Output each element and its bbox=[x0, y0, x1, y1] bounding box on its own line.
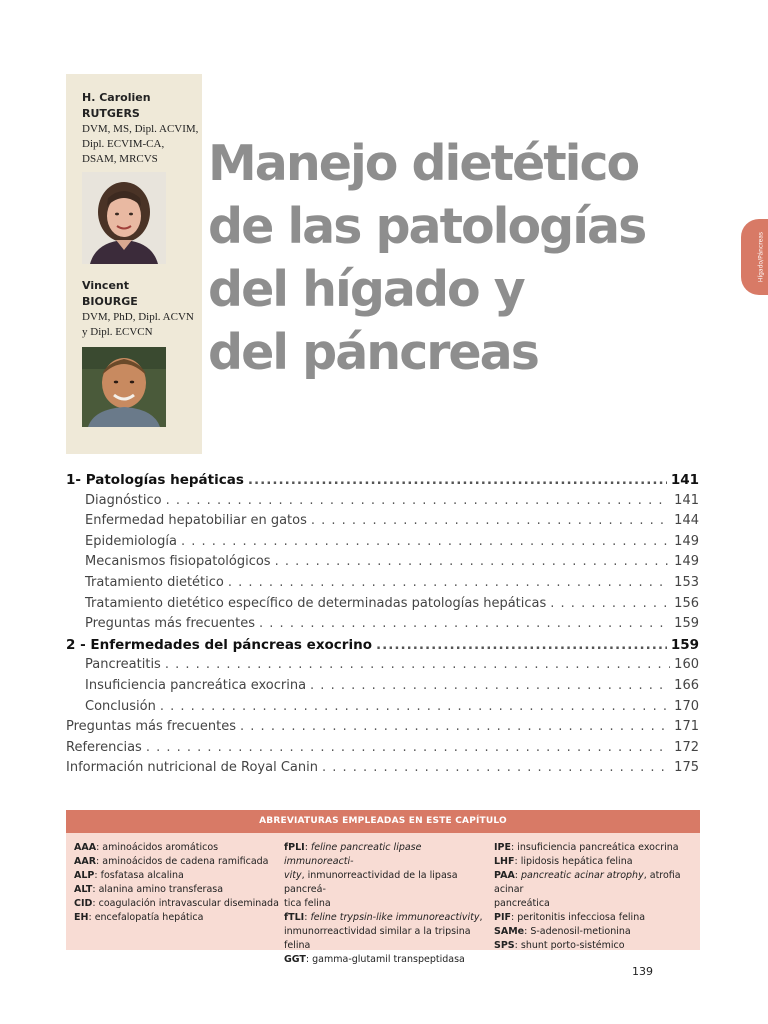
toc-entry[interactable] bbox=[66, 554, 699, 575]
abbreviation-term: ALT bbox=[74, 884, 93, 895]
toc-entry[interactable] bbox=[66, 740, 699, 761]
toc-page: 141 bbox=[670, 472, 699, 488]
toc-leader bbox=[376, 637, 667, 653]
abbreviation-item: PAA: pancreatic acinar atrophy, atrofia acinar bbox=[494, 870, 681, 895]
title-line: Manejo dietético bbox=[208, 135, 639, 192]
toc-label: Preguntas más frecuentes bbox=[66, 719, 237, 735]
abbreviation-item: fTLI: feline trypsin-like immunoreactivity, bbox=[284, 912, 483, 923]
abbreviation-definition: shunt porto-sistémico bbox=[520, 940, 625, 951]
toc-entry[interactable] bbox=[66, 699, 699, 720]
toc-entry[interactable] bbox=[66, 575, 699, 596]
side-tab-label: Hígado/Páncreas bbox=[757, 231, 765, 283]
abbreviations-column-1 bbox=[74, 841, 280, 925]
abbreviation-term: EH bbox=[74, 912, 89, 923]
credential-line: DVM, PhD, Dipl. ACVN bbox=[82, 311, 194, 323]
abbreviation-term: GGT bbox=[284, 954, 306, 965]
title-line: del páncreas bbox=[208, 324, 538, 381]
credential-line: DVM, MS, Dipl. ACVIM, bbox=[82, 123, 199, 135]
toc-entry[interactable] bbox=[66, 657, 699, 678]
abbreviation-term: PAA bbox=[494, 870, 515, 881]
toc-entry[interactable] bbox=[66, 616, 699, 637]
abbreviation-item: ALP: fosfatasa alcalina bbox=[74, 870, 184, 881]
author-2-first-name: Vincent bbox=[82, 279, 129, 292]
chapter-title bbox=[208, 132, 645, 384]
abbreviation-term: SPS bbox=[494, 940, 515, 951]
toc-leader bbox=[160, 699, 670, 714]
title-line: de las patologías bbox=[208, 198, 646, 255]
toc-label: Preguntas más frecuentes bbox=[85, 616, 256, 632]
toc-label: Conclusión bbox=[85, 698, 156, 714]
author-panel bbox=[66, 74, 202, 454]
abbreviation-definition: pancreatic acinar atrophy bbox=[521, 870, 644, 881]
abbreviation-item: GGT: gamma-glutamil transpeptidasa bbox=[284, 954, 465, 965]
abbreviation-definition: , inmunorreactividad de la lipasa pancreá- bbox=[284, 870, 458, 895]
abbreviation-definition: vity bbox=[284, 870, 302, 881]
credential-line: y Dipl. ECVCN bbox=[82, 326, 153, 338]
section-side-tab bbox=[741, 219, 768, 295]
credential-line: Dipl. ECVIM-CA, bbox=[82, 138, 165, 150]
abbreviation-definition: encefalopatía hepática bbox=[94, 912, 204, 923]
toc-label: Información nutricional de Royal Canin bbox=[66, 760, 318, 776]
abbreviation-term: SAMe bbox=[494, 926, 525, 937]
abbreviation-term: LHF bbox=[494, 856, 515, 867]
toc-entry[interactable] bbox=[66, 472, 699, 493]
author-2-photo bbox=[82, 347, 166, 427]
abbreviation-term: AAR bbox=[74, 856, 97, 867]
abbreviation-definition: insuficiencia pancreática exocrina bbox=[517, 842, 679, 853]
abbreviation-continuation: pancreática bbox=[494, 898, 550, 909]
toc-entry[interactable] bbox=[66, 513, 699, 534]
abbreviation-definition: S-adenosil-metionina bbox=[530, 926, 631, 937]
abbreviation-term: ALP bbox=[74, 870, 95, 881]
toc-leader bbox=[311, 513, 670, 528]
abbreviation-definition: aminoácidos de cadena ramificada bbox=[102, 856, 269, 867]
toc-label: Referencias bbox=[66, 739, 142, 755]
toc-entry[interactable] bbox=[66, 596, 699, 617]
toc-entry[interactable] bbox=[66, 760, 699, 781]
abbreviation-term: IPE bbox=[494, 842, 511, 853]
toc-label: Diagnóstico bbox=[85, 492, 162, 508]
abbreviation-term: fPLI bbox=[284, 842, 305, 853]
toc-leader bbox=[181, 534, 670, 549]
credential-line: DSAM, MRCVS bbox=[82, 153, 158, 165]
toc-page: 149 bbox=[674, 533, 699, 549]
abbreviation-item: fPLI: feline pancreatic lipase immunoreacti- bbox=[284, 842, 422, 867]
toc-leader bbox=[146, 740, 670, 755]
toc-page: 175 bbox=[674, 760, 699, 776]
abbreviation-term: PIF bbox=[494, 912, 511, 923]
abbreviation-term: fTLI bbox=[284, 912, 305, 923]
toc-leader bbox=[259, 616, 670, 631]
toc-page: 141 bbox=[674, 492, 699, 508]
abbreviation-term: AAA bbox=[74, 842, 97, 853]
toc-entry[interactable] bbox=[66, 493, 699, 514]
abbreviations-column-2 bbox=[284, 841, 490, 967]
toc-page: 171 bbox=[674, 719, 699, 735]
toc-label: Pancreatitis bbox=[85, 657, 161, 673]
toc-page: 172 bbox=[674, 739, 699, 755]
table-of-contents bbox=[66, 472, 699, 781]
toc-leader bbox=[550, 596, 670, 611]
toc-label: Mecanismos fisiopatológicos bbox=[85, 554, 271, 570]
abbreviation-item: AAA: aminoácidos aromáticos bbox=[74, 842, 219, 853]
toc-page: 156 bbox=[674, 595, 699, 611]
abbreviation-continuation bbox=[284, 869, 490, 897]
abbreviation-definition: fosfatasa alcalina bbox=[100, 870, 184, 881]
toc-label: Insuficiencia pancreática exocrina bbox=[85, 677, 307, 693]
author-2-credentials bbox=[82, 310, 194, 340]
toc-leader bbox=[165, 657, 670, 672]
title-line: del hígado y bbox=[208, 261, 524, 318]
abbreviation-item: SPS: shunt porto-sistémico bbox=[494, 940, 625, 951]
toc-page: 144 bbox=[674, 513, 699, 529]
toc-entry[interactable] bbox=[66, 534, 699, 555]
abbreviation-definition: alanina amino transferasa bbox=[98, 884, 224, 895]
toc-leader bbox=[310, 678, 670, 693]
abbreviation-item: IPE: insuficiencia pancreática exocrina bbox=[494, 842, 679, 853]
toc-page: 149 bbox=[674, 554, 699, 570]
abbreviation-definition: feline pancreatic lipase immunoreacti- bbox=[284, 842, 422, 867]
toc-label: 1- Patologías hepáticas bbox=[66, 472, 244, 488]
author-1-last-name: RUTGERS bbox=[82, 107, 140, 120]
author-1-credentials bbox=[82, 122, 198, 167]
abbreviations-column-3 bbox=[494, 841, 694, 953]
toc-leader bbox=[166, 493, 671, 508]
author-1-photo bbox=[82, 172, 166, 264]
abbreviation-definition: coagulación intravascular diseminada bbox=[98, 898, 279, 909]
abbreviations-header: ABREVIATURAS EMPLEADAS EN ESTE CAPÍTULO bbox=[66, 810, 700, 833]
toc-page: 159 bbox=[670, 636, 699, 653]
abbreviation-item: AAR: aminoácidos de cadena ramificada bbox=[74, 856, 269, 867]
abbreviation-term: CID bbox=[74, 898, 93, 909]
toc-leader bbox=[228, 575, 670, 590]
abbreviation-definition: gamma-glutamil transpeptidasa bbox=[312, 954, 465, 965]
toc-entry[interactable] bbox=[66, 719, 699, 740]
author-1-first-name: H. Carolien bbox=[82, 91, 151, 104]
toc-leader bbox=[322, 760, 670, 775]
abbreviation-continuation: inmunorreactividad similar a la tripsina felina bbox=[284, 926, 471, 951]
abbreviation-definition: feline trypsin-like immunoreactivity bbox=[310, 912, 480, 923]
toc-leader bbox=[275, 554, 671, 569]
abbreviation-definition: , atrofia acinar bbox=[494, 870, 681, 895]
abbreviation-definition: lipidosis hepática felina bbox=[520, 856, 633, 867]
abbreviation-item: ALT: alanina amino transferasa bbox=[74, 884, 224, 895]
abbreviation-definition: peritonitis infecciosa felina bbox=[517, 912, 646, 923]
toc-page: 166 bbox=[674, 677, 699, 693]
abbreviation-definition: , bbox=[479, 912, 483, 923]
toc-label: Enfermedad hepatobiliar en gatos bbox=[85, 513, 307, 529]
toc-label: Epidemiología bbox=[85, 533, 177, 549]
toc-page: 153 bbox=[674, 574, 699, 590]
author-2-last-name: BIOURGE bbox=[82, 295, 138, 308]
toc-page: 160 bbox=[674, 657, 699, 673]
abbreviation-item: SAMe: S-adenosil-metionina bbox=[494, 926, 631, 937]
toc-label: Tratamiento dietético bbox=[85, 574, 224, 590]
abbreviation-item: EH: encefalopatía hepática bbox=[74, 912, 204, 923]
page-number: 139 bbox=[632, 965, 653, 978]
abbreviation-item: LHF: lipidosis hepática felina bbox=[494, 856, 633, 867]
abbreviation-continuation: tica felina bbox=[284, 898, 331, 909]
toc-page: 159 bbox=[674, 616, 699, 632]
toc-page: 170 bbox=[674, 698, 699, 714]
abbreviation-definition: aminoácidos aromáticos bbox=[102, 842, 219, 853]
toc-entry[interactable] bbox=[66, 678, 699, 699]
toc-leader bbox=[248, 472, 667, 488]
toc-label: 2 - Enfermedades del páncreas exocrino bbox=[66, 636, 372, 653]
abbreviations-box bbox=[66, 810, 700, 965]
toc-label: Tratamiento dietético específico de determinadas patologías hepáticas bbox=[85, 595, 547, 611]
abbreviation-item: CID: coagulación intravascular diseminada bbox=[74, 898, 279, 909]
toc-leader bbox=[240, 719, 670, 734]
abbreviation-item: PIF: peritonitis infecciosa felina bbox=[494, 912, 646, 923]
toc-entry[interactable] bbox=[66, 637, 699, 658]
